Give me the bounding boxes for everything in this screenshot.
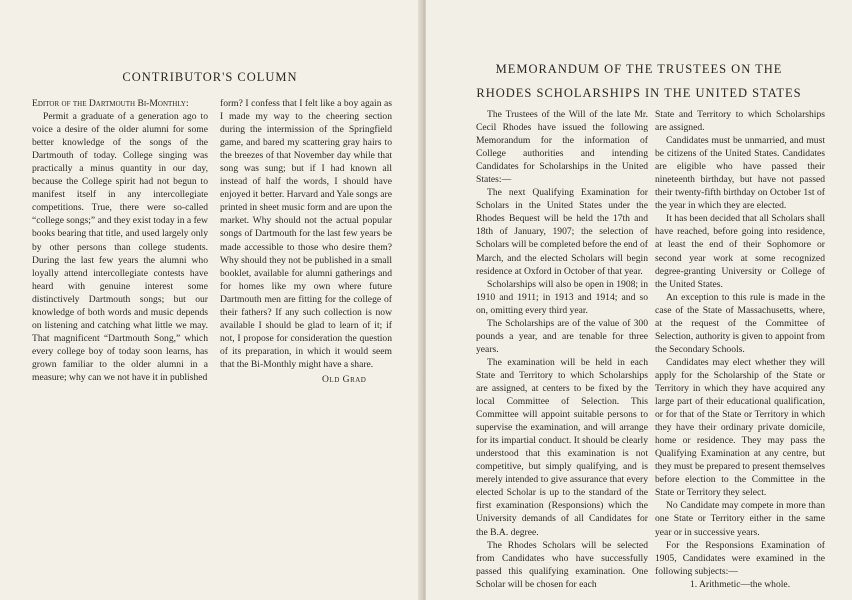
memo-paragraph: The next Qualifying Examination for Scholars in the United States under the Rhodes Bequest will be held the 17th and 18th of January, 1907; the selection of Scholars will be completed before the end of March, and the elected Scholars will begin residence at Oxford in October of that year. — [476, 187, 648, 277]
subject-list-item: 1. Arithmetic—the whole. — [689, 578, 791, 590]
right-column-1 — [476, 108, 648, 591]
memo-paragraph: For the Responsions Examination of 1905, Candidates were examined in the following subjects:— — [655, 539, 825, 577]
memo-paragraph: Candidates may elect whether they will apply for the Scholarship of the State or Territory in which they have acquired any large part of their educational qualification, or for that of the State or Territory in which they have their ordinary private domicile, home or residence. They may pass the Qualifying Examination at any centre, but they must be prepared to present themselves before election to the Committee in the State or Territory they select. — [655, 356, 825, 499]
column-title: CONTRIBUTOR'S COLUMN — [122, 70, 298, 84]
letter-body-part-2: form? I confess that I felt like a boy again as I made my way to the cheering section during the intermission of the Springfield game, and bared my scattering gray hairs to the breezes of that November day while that song was sung; but if I had known all instead of half the words, I should have enjoyed it better. Harvard and Yale songs are printed in sheet music form and are upon the market. Why should not the actual popular songs of Dartmouth for the last few years be made accessible to those who desire them? Why should they not be published in a small booklet, available for alumni gatherings and for homes like my own where future Dartmouth men are fitting for the college of their fathers? If any such collection is now available I should be glad to learn of it; if not, I propose for consideration the question of its preparation, in which it would seem that the Bi-Monthly might have a share. — [220, 98, 392, 370]
memo-paragraph: The examination will be held in each State and Territory to which Scholarships are assigned, at centers to be fixed by the local Committee of Selection. This Committee will appoint suitable persons to supervise the examination, and will arrange for its impartial conduct. It should be clearly understood that this examination is not competitive, but simply qualifying, and is merely intended to give assurance that every elected Scholar is up to the standard of the first examination (Responsions) which the University demands of all Candidates for the B.A. degree. — [476, 356, 648, 538]
left-page — [0, 0, 422, 600]
left-column-2 — [220, 97, 392, 371]
memo-paragraph: State and Territory to which Scholarships are assigned. — [655, 109, 825, 134]
memo-paragraph: It has been decided that all Scholars shall have reached, before going into residence, at least the end of their Sophomore or second year work at some recognized degree-granting University or College of the United States. — [655, 213, 825, 290]
memo-paragraph: No Candidate may compete in more than one State or Territory either in the same year or in successive years. — [655, 500, 825, 538]
salutation: Editor of the Dartmouth Bi-Monthly: — [32, 98, 189, 109]
letter-body-part-1: Permit a graduate of a generation ago to voice a desire of the older alumni for some better knowledge of the songs of the Dartmouth of today. College singing was practically a minus quantity in our day, because the College spirit had not begun to manifest itself in any intercollegiate competitions. True, there were so-called “college songs;” and they exist today in a few books bearing that title, and used largely only by other persons than college students. During the last few years the alumni who loyally attend intercollegiate contests have heard with genuine interest some distinctively Dartmouth songs; but our knowledge of both words and music depends on listening and catching what little we may. That magnificent “Dartmouth Song,” which every college boy of today soon learns, has grown familiar to the older alumni in a measure; why can we not have it in published — [32, 111, 208, 383]
memo-paragraph: Candidates must be unmarried, and must be citizens of the United States. Candidates are eligible who have passed their nineteenth birthday, but have not passed their twenty-fifth birthday on October 1st of the year in which they are elected. — [655, 135, 825, 212]
memo-paragraph: The Scholarships are of the value of 300 pounds a year, and are tenable for three years. — [476, 317, 648, 355]
memo-paragraph: The Rhodes Scholars will be selected from Candidates who have successfully passed this qualifying examination. One Scholar will be chosen for each — [476, 539, 648, 590]
memo-paragraph: The Trustees of the Will of the late Mr. Cecil Rhodes have issued the following Memorandum for the information of College authorities and intending Candidates for Scholarships in the United States:— — [476, 109, 648, 186]
left-column-1 — [32, 97, 208, 384]
memorandum-title-line-2: RHODES SCHOLARSHIPS IN THE UNITED STATES — [476, 86, 802, 100]
right-page — [426, 0, 852, 600]
memorandum-title-line-1: MEMORANDUM OF THE TRUSTEES ON THE — [495, 62, 783, 76]
right-column-2 — [655, 108, 825, 591]
signature: Old Grad — [322, 374, 367, 385]
memo-paragraph: An exception to this rule is made in the case of the State of Massachusetts, where, at the request of the Committee of Selection, authority is given to appoint from the Secondary Schools. — [655, 291, 825, 355]
memo-paragraph: Scholarships will also be open in 1908; in 1910 and 1911; in 1913 and 1914; and so on, omitting every third year. — [476, 278, 648, 316]
